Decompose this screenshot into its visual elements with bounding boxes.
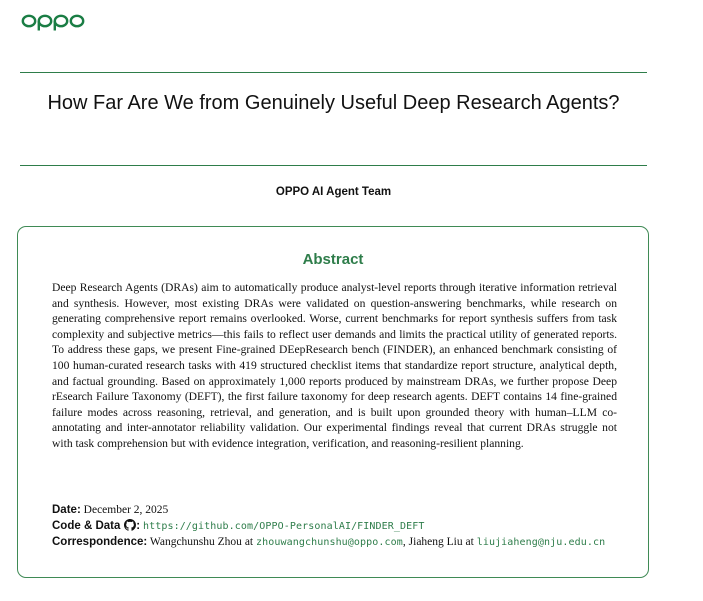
correspondent-name-1: Wangchunshu Zhou (149, 536, 242, 548)
correspondent-name-2: Jiaheng Liu (408, 536, 463, 548)
oppo-logo (21, 10, 87, 36)
correspondence-line: Correspondence: Wangchunshu Zhou at zhouwangchunshu@oppo.com, Jiaheng Liu at liujiaheng@nju.edu.cn (52, 536, 606, 548)
github-icon (124, 519, 136, 536)
top-divider (20, 72, 647, 73)
author-line: OPPO AI Agent Team (275, 186, 392, 198)
at-text-2: at (465, 536, 474, 548)
correspondent-email-1[interactable]: zhouwangchunshu@oppo.com (256, 537, 403, 548)
correspondent-email-2[interactable]: liujiaheng@nju.edu.cn (476, 537, 606, 548)
at-text-1: at (244, 536, 254, 548)
correspondence-label: Correspondence (52, 536, 144, 548)
date-label: Date (52, 504, 77, 516)
date-value: December 2, 2025 (83, 504, 169, 516)
abstract-box (17, 226, 649, 578)
bottom-divider (20, 165, 647, 166)
abstract-body: Deep Research Agents (DRAs) aim to automatically produce analyst-level reports through iterative information retrieval and synthesis. However, most existing DRAs were validated on question-answering benchmarks, while research on generating comprehensive report remains overlooked. Worse, current benchmarks for report synthesis suffers from task complexity and subjective metrics—this fails to reflect user demands and limits the practical utility of generated reports. To address these gaps, we present Fine-grained DEepResearch bench (FINDER), an enhanced benchmark consisting of 100 human-curated research tasks with 419 structured checklist items that standardize report structure, analytical depth, and factual grounding. Based on approximately 1,000 reports produced by mainstream DRAs, we further propose Deep rEsearch Failure Taxonomy (DEFT), the first failure taxonomy for deep research agents. DEFT contains 14 fine-grained failure modes across reasoning, retrieval, and generation, and is built upon grounded theory with human–LLM co-annotating and inter-annotator reliability validation. Our experimental findings reveal that current DRAs struggle not with task comprehension but with evidence integration, verification, and reasoning-resilient planning. (52, 281, 617, 450)
abstract-heading: Abstract (302, 251, 364, 268)
code-label: Code & Data (52, 520, 121, 532)
code-url-link[interactable]: https://github.com/OPPO-PersonalAI/FINDER_DEFT (142, 521, 425, 532)
date-line: Date: December 2, 2025 (52, 504, 169, 516)
oppo-logo-mark (21, 14, 87, 32)
paper-title: How Far Are We from Genuinely Useful Deep Research Agents? (47, 92, 620, 114)
code-data-line: Code & Data : https://github.com/OPPO-PersonalAI/FINDER_DEFT (52, 519, 620, 536)
